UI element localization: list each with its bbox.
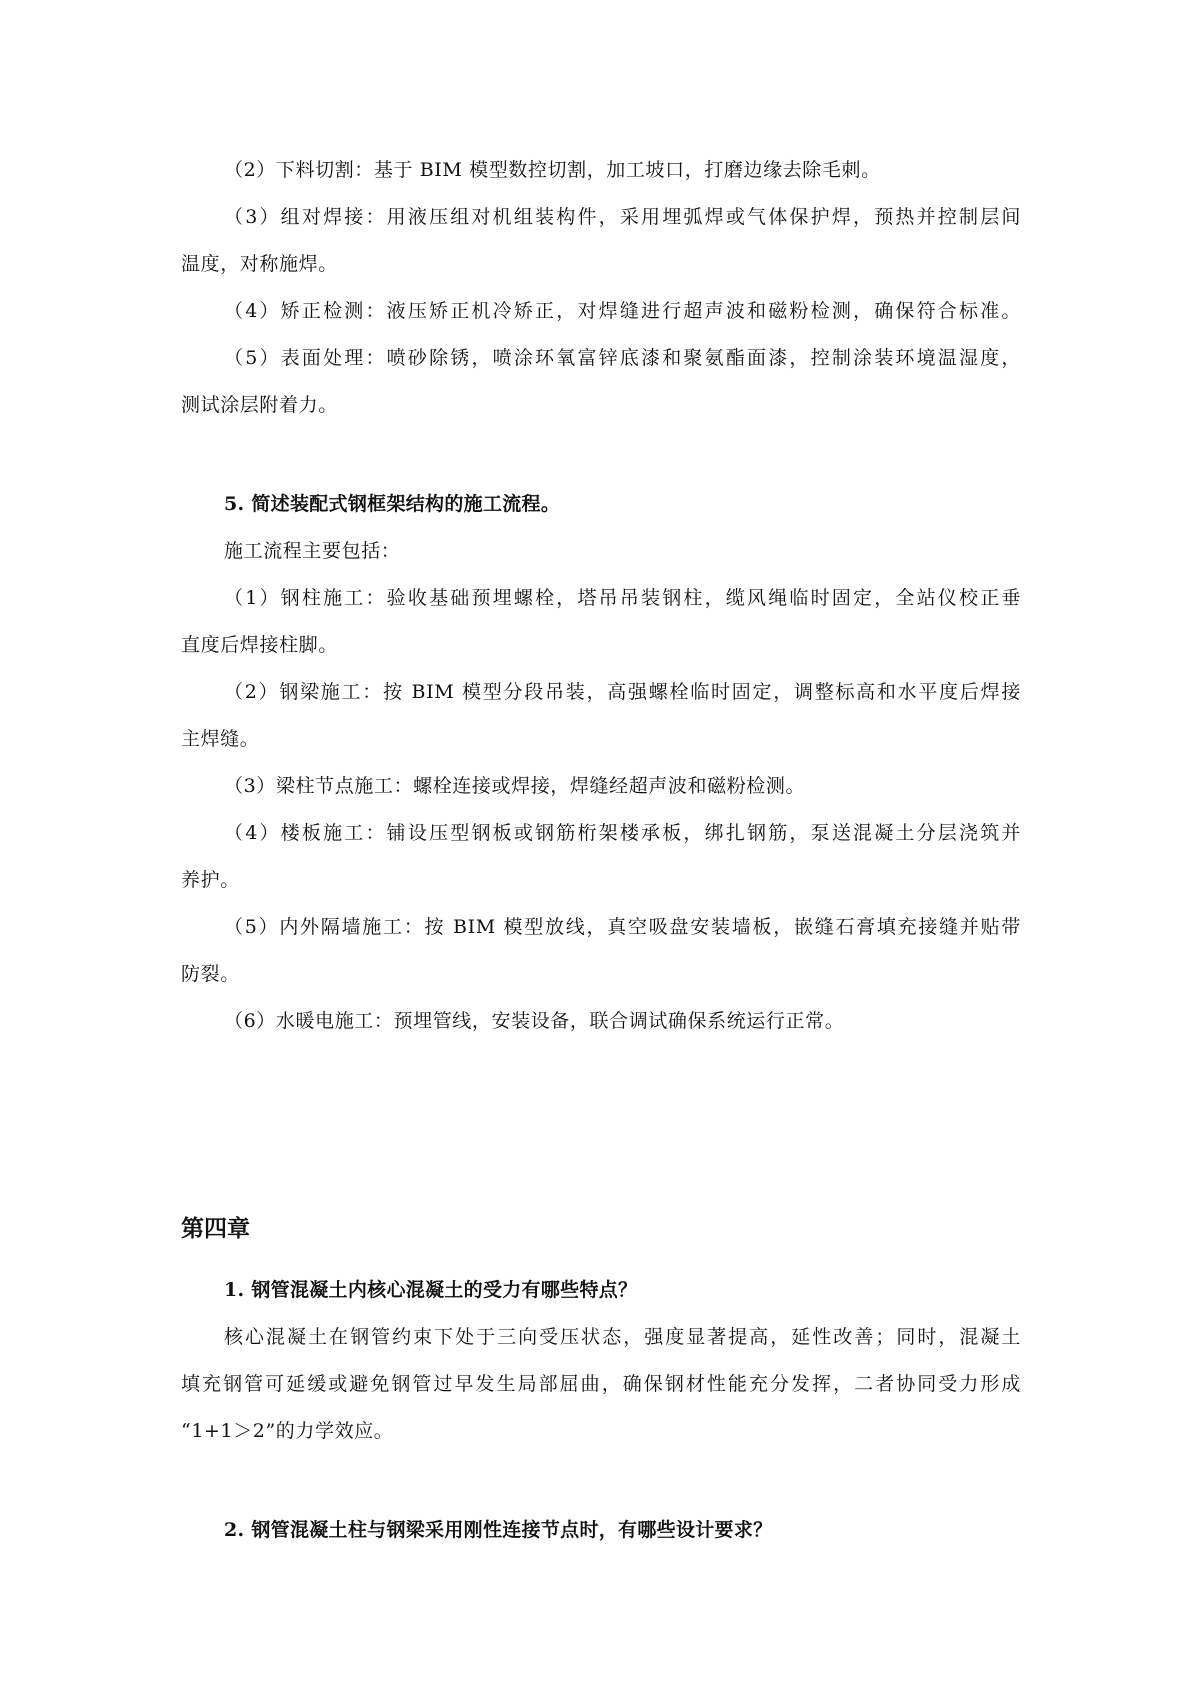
paragraph-line: （2）钢梁施工：按 BIM 模型分段吊装，高强螺栓临时固定，调整标高和水平度后焊接 (224, 681, 1021, 703)
paragraph-line: 直度后焊接柱脚。 (181, 634, 338, 656)
paragraph-line: （4）矫正检测：液压矫正机冷矫正，对焊缝进行超声波和磁粉检测，确保符合标准。 (224, 300, 1021, 322)
paragraph-line: 施工流程主要包括： (224, 540, 401, 562)
paragraph-line: 养护。 (181, 869, 240, 891)
paragraph-line: 防裂。 (181, 963, 240, 985)
chapter-title: 第四章 (181, 1215, 250, 1242)
paragraph-line: 测试涂层附着力。 (181, 394, 338, 416)
paragraph-line: 填充钢管可延缓或避免钢管过早发生局部屈曲，确保钢材性能充分发挥，二者协同受力形成 (181, 1373, 1021, 1395)
paragraph-line: 核心混凝土在钢管约束下处于三向受压状态，强度显著提高，延性改善；同时，混凝土 (224, 1326, 1021, 1348)
paragraph-line: （3）梁柱节点施工：螺栓连接或焊接，焊缝经超声波和磁粉检测。 (224, 775, 806, 797)
paragraph-line: （1）钢柱施工：验收基础预埋螺栓，塔吊吊装钢柱，缆风绳临时固定，全站仪校正垂 (224, 587, 1021, 609)
paragraph-line: （4）楼板施工：铺设压型钢板或钢筋桁架楼承板，绑扎钢筋，泵送混凝土分层浇筑并 (224, 822, 1021, 844)
paragraph-line: （6）水暖电施工：预埋管线，安装设备，联合调试确保系统运行正常。 (224, 1010, 845, 1032)
question-title: 1. 钢管混凝土内核心混凝土的受力有哪些特点？ (224, 1279, 638, 1301)
question-title: 5. 简述装配式钢框架结构的施工流程。 (224, 493, 561, 515)
paragraph-line: 主焊缝。 (181, 728, 260, 750)
paragraph-line: （2）下料切割：基于 BIM 模型数控切割，加工坡口，打磨边缘去除毛刺。 (224, 159, 881, 181)
paragraph-line: （5）内外隔墙施工：按 BIM 模型放线，真空吸盘安装墙板，嵌缝石膏填充接缝并贴带 (224, 916, 1021, 938)
paragraph-line: （3）组对焊接：用液压组对机组装构件，采用埋弧焊或气体保护焊，预热并控制层间 (224, 206, 1021, 228)
paragraph-line: （5）表面处理：喷砂除锈，喷涂环氧富锌底漆和聚氨酯面漆，控制涂装环境温湿度， (224, 347, 1021, 369)
paragraph-line: 温度，对称施焊。 (181, 253, 338, 275)
paragraph-line: “1+1＞2”的力学效应。 (181, 1420, 394, 1442)
question-title: 2. 钢管混凝土柱与钢梁采用刚性连接节点时，有哪些设计要求？ (224, 1519, 773, 1541)
